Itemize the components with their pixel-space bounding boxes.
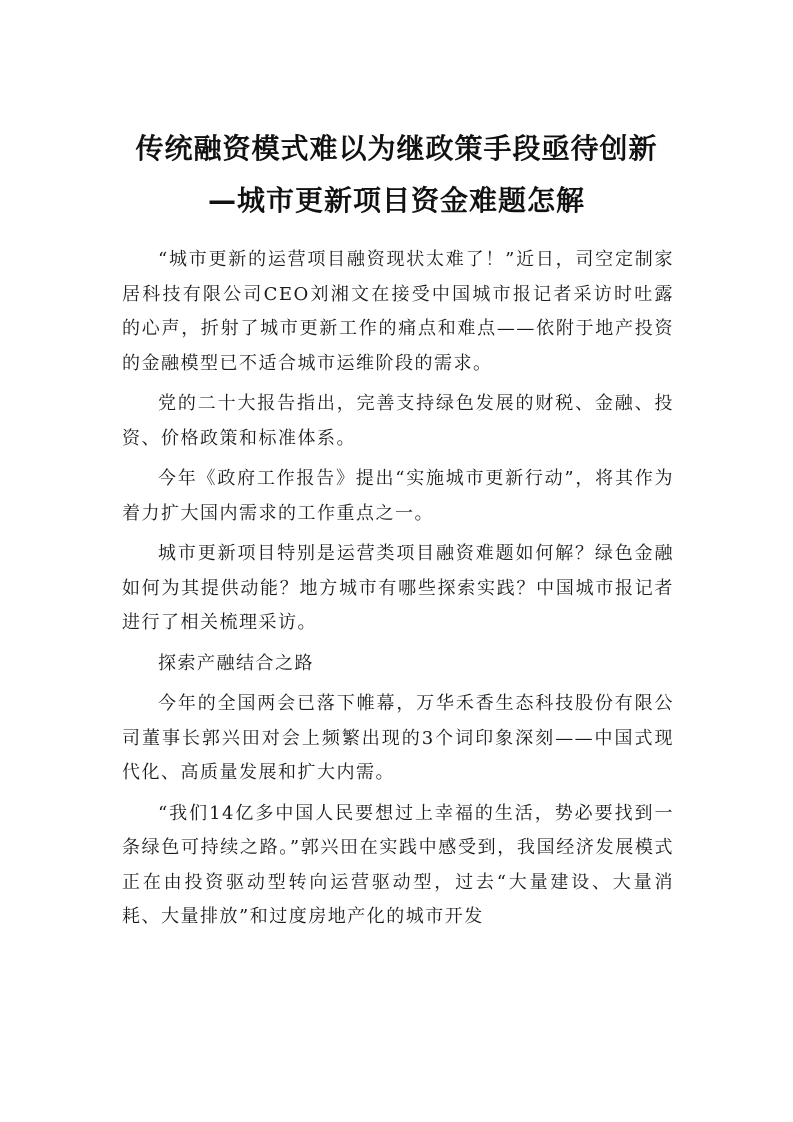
paragraph-two-sessions: 今年的全国两会已落下帷幕，万华禾香生态科技股份有限公司董事长郭兴田对会上频繁出现的3个词印象深刻——中国式现代化、高质量发展和扩大内需。 xyxy=(122,693,674,783)
title-subtitle: —城市更新项目资金难题怎解 xyxy=(207,184,585,217)
title-main: 传统融资模式难以为继政策手段亟待创新 xyxy=(135,132,658,165)
paragraph-intro-quote: “城市更新的运营项目融资现状太难了！”近日，司空定制家居科技有限公司CEO刘湘文在接受中国城市报记者采访时吐露的心声，折射了城市更新工作的痛点和难点——依附于地产投资的金融模型已不适合城市运维阶段的需求。 xyxy=(122,249,674,374)
paragraph-government-report: 今年《政府工作报告》提出“实施城市更新行动”，将其作为着力扩大国内需求的工作重点之一。 xyxy=(122,468,674,524)
document-title xyxy=(100,123,693,227)
paragraph-questions: 城市更新项目特别是运营类项目融资难题如何解？绿色金融如何为其提供动能？地方城市有哪些探索实践？中国城市报记者进行了相关梳理采访。 xyxy=(122,543,674,633)
article-body xyxy=(122,243,674,941)
paragraph-party-congress: 党的二十大报告指出，完善支持绿色发展的财税、金融、投资、价格政策和标准体系。 xyxy=(122,393,674,449)
paragraph-green-path: “我们14亿多中国人民要想过上幸福的生活，势必要找到一条绿色可持续之路。”郭兴田在实践中感受到，我国经济发展模式正在由投资驱动型转向运营驱动型，过去“大量建设、大量消耗、大量排放”和过度房地产化的城市开发 xyxy=(122,802,674,927)
section-heading: 探索产融结合之路 xyxy=(158,652,314,674)
